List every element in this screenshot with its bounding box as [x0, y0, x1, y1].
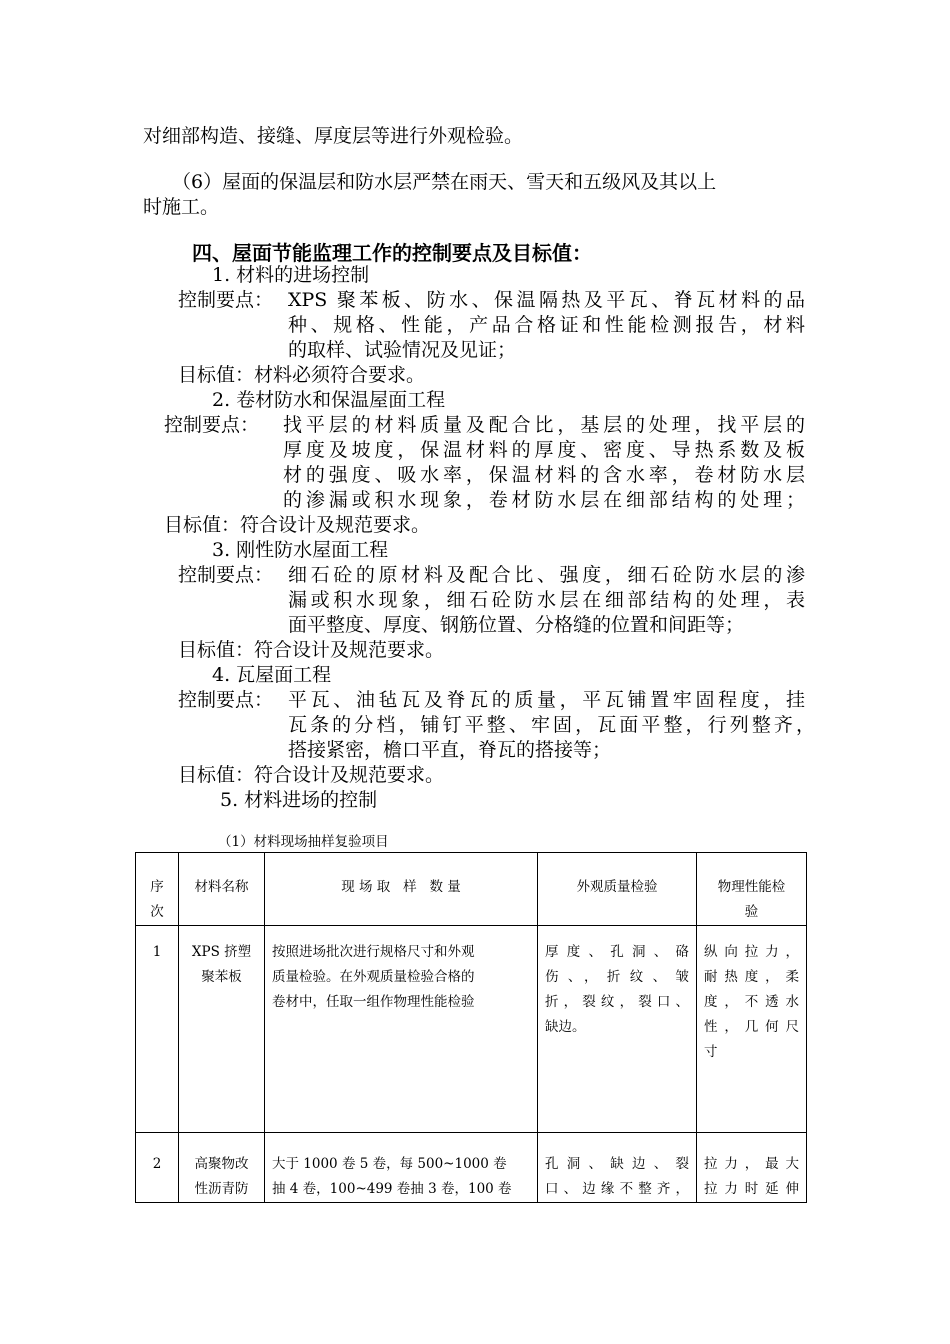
- item-2-title: 2. 卷材防水和保温屋面工程: [212, 389, 446, 411]
- item-1-target-text: 材料必须符合要求。: [254, 364, 426, 386]
- table-row: [136, 926, 807, 1133]
- table-header-row: [136, 853, 807, 926]
- item-1-title: 1. 材料的进场控制: [212, 264, 370, 286]
- row-1-sampling: [265, 926, 538, 1133]
- row-2-name-line: 性沥青防: [194, 1181, 249, 1197]
- row-2-sampling-line: 抽 4 卷，100~499 卷抽 3 卷，100 卷: [272, 1181, 512, 1197]
- table-row: [136, 1133, 807, 1203]
- row-1-name-line: 聚苯板: [201, 969, 242, 985]
- paragraph-weather-restriction-line1: （6）屋面的保温层和防水层严禁在雨天、雪天和五级风及其以上: [172, 171, 717, 193]
- row-2-seq: [136, 1133, 179, 1203]
- item-2-control-line: 的渗漏或积水现象，卷材防水层在细部结构的处理；: [283, 489, 805, 511]
- row-1-physical-line: 耐热度，柔: [704, 969, 799, 985]
- item-2-control-line: 材的强度、吸水率，保温材料的含水率，卷材防水层: [283, 464, 805, 486]
- row-1-physical-line: 度，不透水: [704, 994, 799, 1010]
- item-5-title: 5. 材料进场的控制: [220, 789, 378, 811]
- header-physical: [697, 853, 807, 926]
- header-name-text: 材料名称: [194, 879, 249, 895]
- item-3-control-line: 细石砼的原材料及配合比、强度，细石砼防水层的渗: [288, 564, 805, 586]
- row-2-physical-line: 拉力，最大: [704, 1156, 799, 1172]
- row-1-sampling-line: 卷材中，任取一组作物理性能检验: [272, 994, 475, 1010]
- row-2-sampling-line: 大于 1000 卷 5 卷，每 500~1000 卷: [272, 1156, 507, 1172]
- item-4-control-line: 平瓦、油毡瓦及脊瓦的质量，平瓦铺置牢固程度，挂: [288, 689, 805, 711]
- header-seq-line: 次: [150, 904, 164, 920]
- header-seq-line: 序: [150, 879, 164, 895]
- item-1-control-label: 控制要点：: [178, 289, 274, 311]
- table-caption: （1）材料现场抽样复验项目: [218, 834, 389, 850]
- section-heading: 四、屋面节能监理工作的控制要点及目标值：: [192, 241, 592, 265]
- header-physical-line: 验: [744, 904, 759, 920]
- row-1-physical-line: 纵向拉力，: [704, 944, 799, 960]
- row-2-sampling: [265, 1133, 538, 1203]
- paragraph-weather-restriction-line2: 时施工。: [143, 196, 220, 218]
- item-1-control-line: 的取样、试验情况及见证；: [288, 339, 517, 361]
- header-appearance-text: 外观质量检验: [576, 879, 658, 895]
- header-seq: [136, 853, 179, 926]
- item-4-control-line: 搭接紧密，檐口平直，脊瓦的搭接等；: [288, 739, 612, 761]
- item-3-title: 3. 刚性防水屋面工程: [212, 539, 389, 561]
- header-physical-line: 物理性能检: [717, 879, 786, 895]
- item-1-control-line: 种、规格、性能，产品合格证和性能检测报告，材料: [288, 314, 805, 336]
- item-4-control-line: 瓦条的分档，铺钉平整、牢固，瓦面平整，行列整齐，: [288, 714, 815, 736]
- paragraph-detail-inspection: 对细部构造、接缝、厚度层等进行外观检验。: [143, 125, 524, 147]
- row-1-sampling-line: 质量检验。在外观质量检验合格的: [272, 969, 475, 985]
- row-2-name: [179, 1133, 265, 1203]
- header-sampling: [265, 853, 538, 926]
- row-1-name: [179, 926, 265, 1133]
- row-1-seq: [136, 926, 179, 1133]
- row-1-physical-line: 寸: [704, 1044, 718, 1060]
- row-1-appearance-line: 厚度、孔洞、硌: [545, 944, 689, 960]
- row-2-appearance: [538, 1133, 697, 1203]
- header-name: [179, 853, 265, 926]
- row-2-physical-line: 拉力时延伸: [704, 1181, 799, 1197]
- item-3-control-label: 控制要点：: [178, 564, 274, 586]
- item-1-target-label: 目标值：: [178, 364, 255, 386]
- row-1-physical: [697, 926, 807, 1133]
- item-2-target-label: 目标值：: [164, 514, 241, 536]
- row-2-name-line: 高聚物改: [194, 1156, 249, 1172]
- item-2-target-text: 符合设计及规范要求。: [240, 514, 431, 536]
- row-1-name-line: XPS 挤塑: [191, 944, 252, 960]
- item-1-control-line: XPS 聚苯板、防水、保温隔热及平瓦、脊瓦材料的品: [288, 289, 805, 311]
- item-3-target-text: 符合设计及规范要求。: [254, 639, 445, 661]
- row-1-seq-text: 1: [152, 944, 162, 960]
- row-1-sampling-line: 按照进场批次进行规格尺寸和外观: [272, 944, 475, 960]
- row-1-appearance: [538, 926, 697, 1133]
- item-2-control-line: 找平层的材料质量及配合比，基层的处理，找平层的: [283, 414, 805, 436]
- item-3-control-line: 面平整度、厚度、钢筋位置、分格缝的位置和间距等；: [288, 614, 745, 636]
- row-1-appearance-line: 伤、，折纹、皱: [545, 969, 689, 985]
- row-2-physical: [697, 1133, 807, 1203]
- row-2-appearance-line: 孔洞、缺边、裂: [545, 1156, 689, 1172]
- row-2-seq-text: 2: [152, 1156, 162, 1172]
- item-4-control-label: 控制要点：: [178, 689, 274, 711]
- header-sampling-text: 现 场 取 样 数 量: [341, 879, 461, 895]
- item-2-control-line: 厚度及坡度，保温材料的厚度、密度、导热系数及板: [283, 439, 805, 461]
- item-3-control-line: 漏或积水现象，细石砼防水层在细部结构的处理，表: [288, 589, 805, 611]
- row-1-appearance-line: 折，裂纹，裂口、: [545, 994, 689, 1010]
- item-4-title: 4. 瓦屋面工程: [212, 664, 332, 686]
- row-2-appearance-line: 口、边缘不整齐，: [545, 1181, 689, 1197]
- item-3-target-label: 目标值：: [178, 639, 255, 661]
- row-1-physical-line: 性，几何尺: [704, 1019, 799, 1035]
- item-2-control-label: 控制要点：: [164, 414, 260, 436]
- item-4-target-text: 符合设计及规范要求。: [254, 764, 445, 786]
- sampling-table: [135, 852, 807, 1203]
- row-1-appearance-line: 缺边。: [545, 1019, 586, 1035]
- item-4-target-label: 目标值：: [178, 764, 255, 786]
- header-appearance: [538, 853, 697, 926]
